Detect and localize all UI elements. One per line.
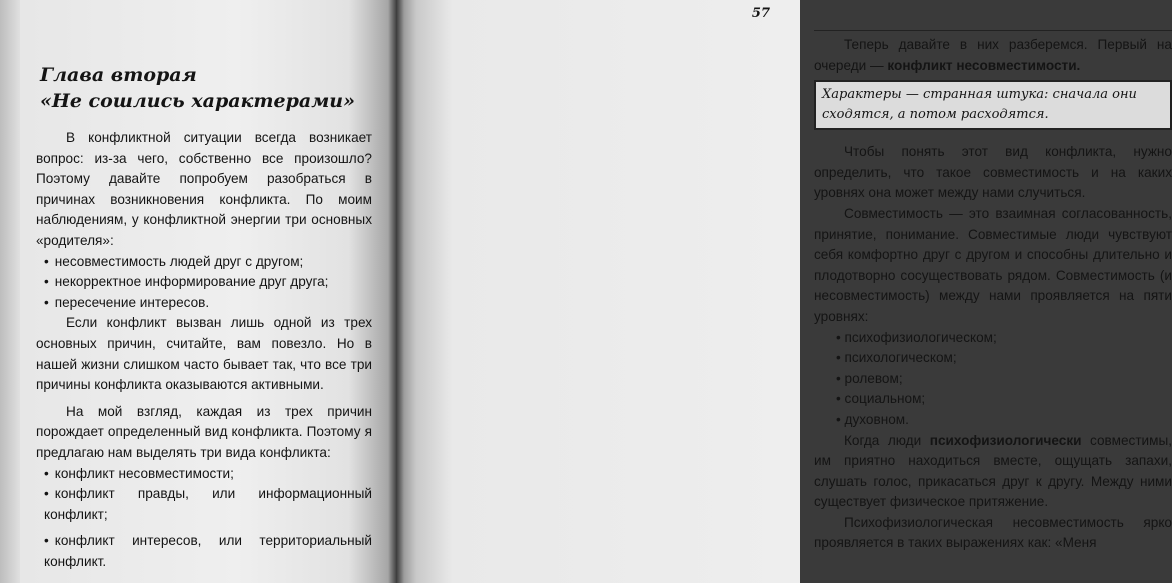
bullet-item: • духовном.: [836, 411, 909, 427]
bullet-icon: •: [836, 411, 841, 427]
bullet-icon: •: [44, 533, 49, 549]
bullet-icon: •: [44, 294, 49, 310]
left-page-text: [36, 62, 372, 572]
bullet-item: • некорректное информирование друг друга;: [44, 274, 329, 290]
right-page-text: [814, 30, 1172, 554]
bullet-item: • несовместимость людей друг с другом;: [44, 253, 304, 269]
paragraph: Когда люди психофизиологически совместимы, им приятно находиться вместе, ощущать запахи, слушать голос, прикасаться друг к другу. Между ними существует физическое притяжение.: [814, 432, 1172, 510]
bullet-icon: •: [44, 486, 49, 502]
bullet-icon: •: [44, 465, 49, 481]
bullet-icon: •: [44, 274, 49, 290]
paragraph: Если конфликт вызван лишь одной из трех основных причин, считайте, вам повезло. Но в нашей жизни слишком часто бывает так, что все три причины конфликта оказываются активными.: [36, 315, 372, 393]
epigraph-box: Характеры — странная штука: сначала они сходятся, а потом расходятся.: [814, 80, 1172, 130]
bullet-item: • ролевом;: [836, 370, 903, 386]
bullet-icon: •: [836, 370, 841, 386]
bullet-item: • конфликт правды, или информационный конфликт;: [44, 486, 372, 522]
chapter-title: «Не сошлись характерами»: [40, 90, 355, 112]
header-rule: [814, 30, 1172, 31]
bullet-item: • конфликт интересов, или территориальный конфликт.: [44, 533, 372, 569]
left-page: [0, 0, 396, 583]
right-page: [396, 0, 1172, 583]
bullet-icon: •: [836, 329, 841, 345]
chapter-heading: [36, 62, 372, 114]
bullet-item: • социальном;: [836, 391, 926, 407]
book-gutter-shadow: [388, 0, 404, 583]
bullet-icon: •: [836, 391, 841, 407]
paragraph: Совместимость — это взаимная согласованность, принятие, понимание. Совместимые люди чувствуют себя комфортно друг с другом и способны длительно и плодотворно сосуществовать рядом. Совместимость (и несовместимость) между нами проявляется на пяти уровнях:: [814, 205, 1172, 324]
bleed-through-margin: [0, 0, 20, 583]
bullet-item: • психофизиологическом;: [836, 329, 997, 345]
paragraph: Чтобы понять этот вид конфликта, нужно определить, что такое совместимость и на каких уровнях она может между нами случиться.: [814, 144, 1172, 201]
bullet-icon: •: [44, 253, 49, 269]
paragraph: На мой взгляд, каждая из трех причин порождает определенный вид конфликта. Поэтому я предлагаю нам выделять три вида конфликта:: [36, 403, 372, 460]
paragraph: Психофизиологическая несовместимость ярко проявляется в таких выражениях как: «Меня: [814, 514, 1172, 551]
bullet-item: • психологическом;: [836, 350, 957, 366]
bold-term: психофизиологически: [929, 432, 1082, 448]
bullet-icon: •: [836, 350, 841, 366]
bullet-item: • конфликт несовместимости;: [44, 465, 234, 481]
bold-term: конфликт несовместимости.: [887, 57, 1081, 73]
paragraph: Теперь давайте в них разберемся. Первый на очереди — конфликт несовместимости.: [814, 37, 1172, 73]
bullet-item: • пересечение интересов.: [44, 294, 210, 310]
chapter-number: Глава вторая: [40, 64, 197, 86]
page-number: 57: [751, 6, 770, 21]
paragraph: В конфликтной ситуации всегда возникает вопрос: из-за чего, собственно все произошло? Поэтому давайте попробуем разобраться в причинах возникновения конфликта. По моим наблюдениям, у конфликтной энергии три основных «родителя»:: [36, 130, 372, 248]
